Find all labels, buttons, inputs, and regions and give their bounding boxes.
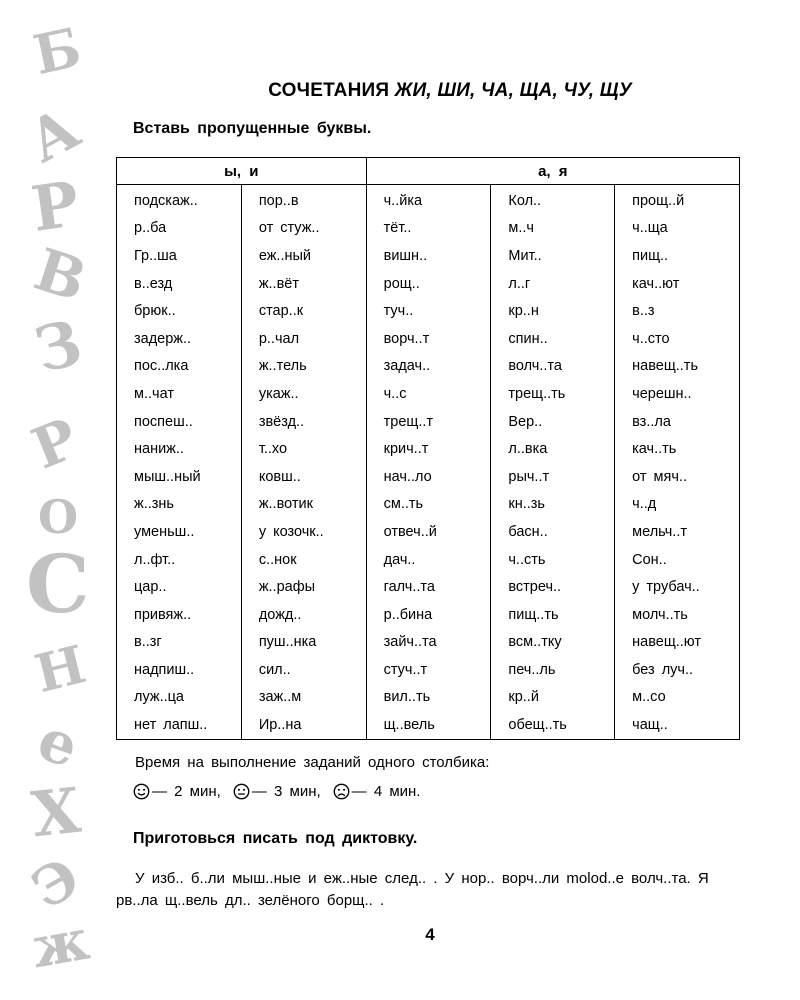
word-cell: кр..й	[491, 684, 615, 712]
word-cell: ч..с	[366, 380, 491, 408]
table-row	[117, 656, 740, 684]
title-combo: ЩУ	[599, 80, 632, 101]
decor-letter: Р	[23, 405, 87, 483]
word-cell: от стуж..	[241, 215, 366, 243]
table-row	[117, 684, 740, 712]
word-cell: рощ..	[366, 270, 491, 298]
word-cell: м..ч	[491, 215, 615, 243]
word-cell: чащ..	[615, 711, 740, 739]
word-cell: трещ..т	[366, 408, 491, 436]
decor-letter: Э	[20, 844, 91, 922]
word-cell: еж..ный	[241, 242, 366, 270]
table-row	[117, 297, 740, 325]
word-cell: в..зг	[117, 629, 242, 657]
table-row	[117, 629, 740, 657]
decor-letter: е	[29, 704, 88, 782]
decor-letter: О	[38, 490, 79, 544]
title-combo: ЧА,	[481, 80, 515, 101]
word-cell: рыч..т	[491, 463, 615, 491]
table-row	[117, 408, 740, 436]
word-cell: Вер..	[491, 408, 615, 436]
decor-letter: Б	[27, 14, 87, 88]
word-cell: туч..	[366, 297, 491, 325]
word-cell: стар..к	[241, 297, 366, 325]
decor-letter: Р	[27, 167, 84, 246]
table-row	[117, 463, 740, 491]
word-cell: нач..ло	[366, 463, 491, 491]
word-cell: р..ба	[117, 215, 242, 243]
word-cell: Сон..	[615, 546, 740, 574]
dictation-text: У изб.. б..ли мыш..ные и еж..ные след.. . У нор.. ворч..ли molod..е волч..та. Я рв..ла щ..вель дл.. зелёного борщ.. .	[116, 870, 709, 909]
word-cell: ч..йка	[366, 185, 491, 215]
table-row	[117, 353, 740, 381]
word-cell: тёт..	[366, 215, 491, 243]
decor-letter: Н	[29, 633, 92, 706]
word-cell: м..со	[615, 684, 740, 712]
word-cell: привяж..	[117, 601, 242, 629]
table-row	[117, 325, 740, 353]
word-cell: пищ..	[615, 242, 740, 270]
dictation-heading: Приготовься писать под диктовку.	[133, 830, 418, 847]
word-cell: надпиш..	[117, 656, 242, 684]
word-cell: укаж..	[241, 380, 366, 408]
word-cell: подскаж..	[117, 185, 242, 215]
decorative-alphabet	[16, 14, 102, 984]
word-cell: пищ..ть	[491, 601, 615, 629]
column-header-y-i: ы, и	[117, 158, 367, 185]
word-cell: обещ..ть	[491, 711, 615, 739]
word-cell: с..нок	[241, 546, 366, 574]
word-cell: нет лапш..	[117, 711, 242, 739]
word-cell: звёзд..	[241, 408, 366, 436]
word-cell: л..вка	[491, 435, 615, 463]
column-header-a-ya: а, я	[366, 158, 739, 185]
word-cell: молч..ть	[615, 601, 740, 629]
word-cell: стуч..т	[366, 656, 491, 684]
title-prefix: СОЧЕТАНИЯ	[268, 80, 390, 101]
table-row	[117, 215, 740, 243]
word-cell: р..чал	[241, 325, 366, 353]
word-cell: Гр..ша	[117, 242, 242, 270]
word-cell: галч..та	[366, 573, 491, 601]
word-cell: встреч..	[491, 573, 615, 601]
title-combo: ШИ,	[437, 80, 476, 101]
word-table-body	[117, 185, 740, 740]
word-cell: пос..лка	[117, 353, 242, 381]
time-value: — 2 мин,	[152, 783, 221, 800]
word-cell: л..фт..	[117, 546, 242, 574]
exercise-instruction: Вставь пропущенные буквы.	[133, 120, 372, 137]
table-row	[117, 546, 740, 574]
word-cell: р..бина	[366, 601, 491, 629]
word-cell: сил..	[241, 656, 366, 684]
decor-letter: С	[26, 537, 90, 631]
word-cell: заж..м	[241, 684, 366, 712]
page-title	[120, 80, 780, 102]
word-cell: кач..ют	[615, 270, 740, 298]
word-cell: щ..вель	[366, 711, 491, 739]
time-limit-label: Время на выполнение заданий одного столбика:	[135, 754, 490, 771]
word-cell: поспеш..	[117, 408, 242, 436]
decor-letter: ж	[26, 906, 94, 982]
word-cell: зайч..та	[366, 629, 491, 657]
word-cell: ч..сть	[491, 546, 615, 574]
word-cell: у трубач..	[615, 573, 740, 601]
table-row	[117, 435, 740, 463]
word-cell: брюк..	[117, 297, 242, 325]
smile-icon	[133, 783, 150, 800]
table-row	[117, 573, 740, 601]
word-cell: от мяч..	[615, 463, 740, 491]
word-cell: ж..вотик	[241, 491, 366, 519]
table-row	[117, 601, 740, 629]
word-cell: в..з	[615, 297, 740, 325]
word-cell: вз..ла	[615, 408, 740, 436]
word-cell: кач..ть	[615, 435, 740, 463]
frown-icon	[333, 783, 350, 800]
table-row	[117, 711, 740, 739]
word-cell: ч..д	[615, 491, 740, 519]
word-cell: задач..	[366, 353, 491, 381]
decor-letter: З	[27, 305, 89, 388]
table-row	[117, 242, 740, 270]
word-cell: басн..	[491, 518, 615, 546]
word-cell: ч..сто	[615, 325, 740, 353]
word-cell: спин..	[491, 325, 615, 353]
title-combo: ЩА,	[519, 80, 558, 101]
word-cell: черешн..	[615, 380, 740, 408]
word-table	[116, 157, 740, 740]
page-number: 4	[425, 925, 435, 944]
word-cell: навещ..ть	[615, 353, 740, 381]
word-cell: всм..тку	[491, 629, 615, 657]
word-cell: цар..	[117, 573, 242, 601]
word-cell: печ..ль	[491, 656, 615, 684]
neutral-icon	[233, 783, 250, 800]
word-cell: ворч..т	[366, 325, 491, 353]
word-cell: вишн..	[366, 242, 491, 270]
word-cell: ч..ща	[615, 215, 740, 243]
word-cell: мыш..ный	[117, 463, 242, 491]
word-cell: навещ..ют	[615, 629, 740, 657]
table-row	[117, 518, 740, 546]
table-row	[117, 380, 740, 408]
word-cell: в..езд	[117, 270, 242, 298]
word-cell: задерж..	[117, 325, 242, 353]
word-cell: прощ..й	[615, 185, 740, 215]
word-cell: уменьш..	[117, 518, 242, 546]
time-value: — 3 мин,	[251, 783, 321, 800]
word-cell: дач..	[366, 546, 491, 574]
word-cell: л..г	[491, 270, 615, 298]
word-cell: пор..в	[241, 185, 366, 215]
word-cell: т..хо	[241, 435, 366, 463]
word-cell: Ир..на	[241, 711, 366, 739]
word-cell: ж..тель	[241, 353, 366, 381]
word-cell: без луч..	[615, 656, 740, 684]
table-row	[117, 185, 740, 215]
decor-letter: А	[16, 93, 91, 177]
word-cell: см..ть	[366, 491, 491, 519]
title-combo: ЖИ,	[394, 80, 432, 101]
word-cell: луж..ца	[117, 684, 242, 712]
word-cell: у козочк..	[241, 518, 366, 546]
word-cell: отвеч..й	[366, 518, 491, 546]
word-cell: кр..н	[491, 297, 615, 325]
word-cell: мельч..т	[615, 518, 740, 546]
table-row	[117, 491, 740, 519]
word-cell: крич..т	[366, 435, 491, 463]
decor-letter: Х	[28, 773, 84, 852]
word-cell: ж..знь	[117, 491, 242, 519]
table-row	[117, 270, 740, 298]
word-cell: кн..зь	[491, 491, 615, 519]
word-cell: Кол..	[491, 185, 615, 215]
time-value: — 4 мин.	[351, 783, 421, 800]
word-cell: наниж..	[117, 435, 242, 463]
word-cell: пуш..нка	[241, 629, 366, 657]
word-cell: волч..та	[491, 353, 615, 381]
time-limits	[133, 783, 420, 800]
word-cell: трещ..ть	[491, 380, 615, 408]
word-cell: ковш..	[241, 463, 366, 491]
decor-letter: В	[26, 235, 95, 315]
word-cell: Мит..	[491, 242, 615, 270]
word-cell: м..чат	[117, 380, 242, 408]
title-combo: ЧУ,	[563, 80, 595, 101]
word-cell: дожд..	[241, 601, 366, 629]
word-cell: ж..рафы	[241, 573, 366, 601]
word-cell: ж..вёт	[241, 270, 366, 298]
word-cell: вил..ть	[366, 684, 491, 712]
